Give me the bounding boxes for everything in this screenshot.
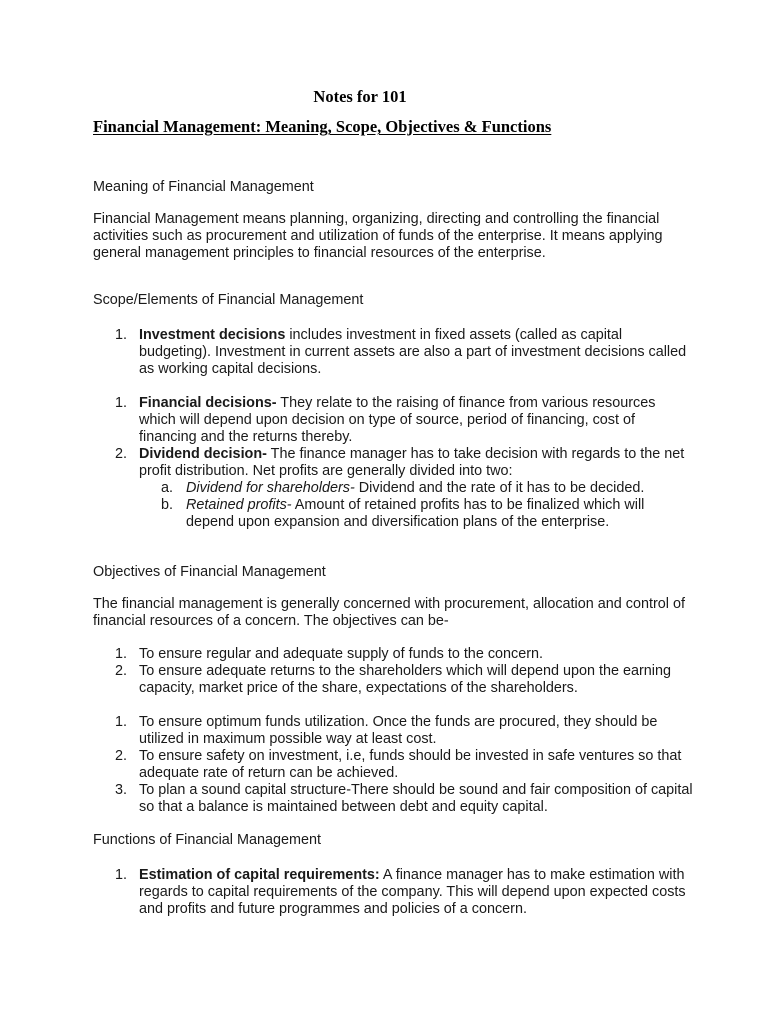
list-number: 2. [115,663,128,679]
list-item [93,327,693,378]
list-number: 1. [115,395,128,411]
list-item [93,867,693,918]
dividend-sublist [139,480,693,531]
sublist-letter: b. [161,497,174,513]
list-number: 3. [115,782,128,798]
list-number: 2. [115,446,128,462]
functions-list [93,867,693,918]
list-term: Financial decisions- [139,395,277,411]
document-title: Notes for 101 [313,87,407,106]
sublist-letter: a. [161,480,174,496]
list-item [93,663,693,697]
list-item [93,748,693,782]
list-item [93,714,693,748]
list-item [93,446,693,531]
list-text: To ensure adequate returns to the shareholders which will depend upon the earning capacity, market price of the share, expectations of the shareholders. [139,663,672,696]
list-item [93,782,693,816]
list-text: To plan a sound capital structure-There should be sound and fair composition of capital so that a balance is maintained between debt and equity capital. [139,782,693,815]
list-number: 1. [115,867,128,883]
objectives-paragraph: The financial management is generally concerned with procurement, allocation and control of financial resources of a concern. The objectives can be- [93,596,685,629]
sublist-text: Amount of retained profits has to be finalized which will depend upon expansion and diversification plans of the enterprise. [186,497,645,530]
meaning-heading: Meaning of Financial Management [93,179,314,195]
list-text: To ensure optimum funds utilization. Once the funds are procured, they should be utilized in maximum possible way at least cost. [139,714,658,747]
sublist-term: Retained profits- [186,497,292,513]
list-number: 1. [115,714,128,730]
list-text: To ensure safety on investment, i.e, funds should be invested in safe ventures so that adequate rate of return can be achieved. [139,748,682,781]
sublist-text: Dividend and the rate of it has to be decided. [354,480,645,496]
list-term: Investment decisions [139,327,286,343]
list-item [93,395,693,446]
list-text: The finance manager has to take decision with regards to the net profit distribution. Net profits are generally divided into two: [139,446,685,479]
list-term: Estimation of capital requirements: [139,867,380,883]
objectives-list [93,646,693,816]
sublist-item [139,497,693,531]
list-text: A finance manager has to make estimation with regards to capital requirements of the company. This will depend upon expected costs and profits and future programmes and policies of a concern. [139,867,686,917]
list-text: includes investment in fixed assets (called as capital budgeting). Investment in current assets are also a part of investment decisions called as working capital decisions. [139,327,687,377]
list-text: They relate to the raising of finance from various resources which will depend upon decision on type of source, period of financing, cost of financing and the returns thereby. [139,395,656,445]
objectives-heading: Objectives of Financial Management [93,564,326,580]
list-number: 1. [115,327,128,343]
sublist-item [139,480,693,497]
list-text: To ensure regular and adequate supply of funds to the concern. [139,646,544,662]
scope-list [93,327,693,531]
document-subtitle: Financial Management: Meaning, Scope, Objectives & Functions [93,117,552,136]
list-number: 1. [115,646,128,662]
scope-heading: Scope/Elements of Financial Management [93,292,364,308]
functions-heading: Functions of Financial Management [93,832,321,848]
list-term: Dividend decision- [139,446,267,462]
list-item [93,646,693,663]
meaning-paragraph: Financial Management means planning, organizing, directing and controlling the financial activities such as procurement and utilization of funds of the enterprise. It means applying general management principles to financial resources of the enterprise. [93,211,663,261]
list-number: 2. [115,748,128,764]
sublist-term: Dividend for shareholders- [186,480,355,496]
